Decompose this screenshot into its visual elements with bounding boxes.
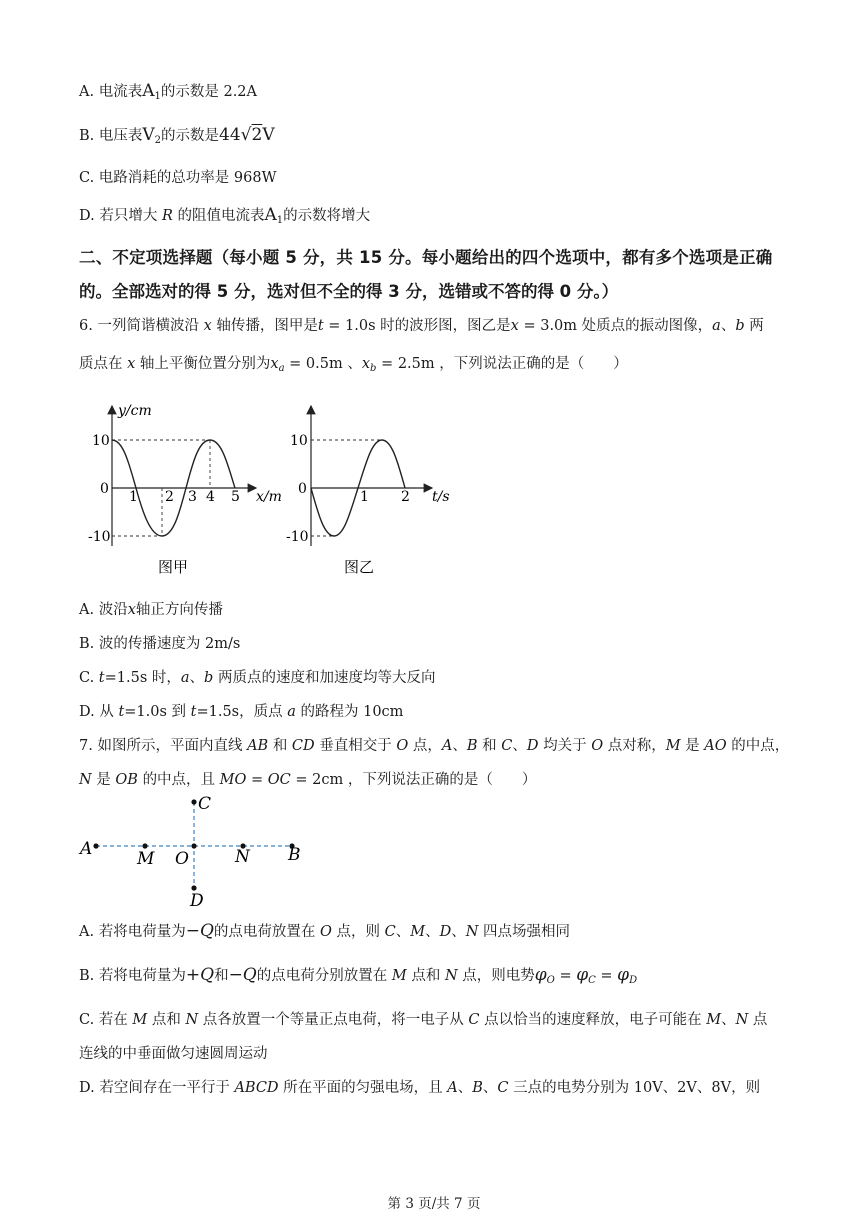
q5-option-a: A. 电流表$A_1$的示数是 2.2A [79, 81, 257, 102]
q6-option-c: C. t=1.5s 时，a、b 两质点的速度和加速度均等大反向 [79, 670, 436, 686]
q7-point-c [191, 799, 196, 804]
q5-option-b: B. 电压表$V_2$的示数是44√2V [79, 125, 275, 146]
q7-option-b: B. 若将电荷量为+Q和−Q的点电荷分别放置在 M 点和 N 点，则电势$\varphi_O = \varphi_C = \varphi_D$ [79, 965, 638, 986]
page-footer: 第 3 页/共 7 页 [387, 1196, 481, 1212]
q7-label-d: D [190, 891, 204, 911]
fig-jia-y-label: y/cm [118, 403, 152, 419]
q7-option-d: D. 若空间存在一平行于 ABCD 所在平面的匀强电场，且 A、B、C 三点的电势分别为 10V、2V、8V，则 [79, 1080, 761, 1096]
q7-label-b: B [288, 845, 301, 865]
section-heading-line1: 二、不定项选择题（每小题 5 分，共 15 分。每小题给出的四个选项中，都有多个选项是正确 [79, 248, 773, 267]
fig-jia-y-tick-0: 0 [100, 481, 109, 497]
fig-jia-x-tick-2: 2 [165, 489, 174, 505]
fig-jia-caption: 图甲 [158, 558, 189, 576]
fig-yi-x-tick-1: 1 [360, 489, 369, 505]
figure-yi [282, 398, 462, 583]
q7-stem-line2: N 是 OB 的中点，且 MO = OC = 2cm ，下列说法正确的是（ ） [79, 772, 537, 788]
fig-jia-x-label: x/m [256, 489, 282, 505]
q7-label-n: N [235, 847, 250, 867]
q7-label-a: A [80, 839, 93, 859]
q7-label-o: O [175, 849, 189, 869]
q7-option-a: A. 若将电荷量为−Q的点电荷放置在 O 点，则 C、M、D、N 四点场强相同 [79, 921, 571, 941]
q6-stem-line1: 6. 一列简谐横波沿 x 轴传播，图甲是t = 1.0s 时的波形图，图乙是x = 3.0m 处质点的振动图像，a、b 两 [79, 318, 764, 334]
section-heading-line2: 的。全部选对的得 5 分，选对但不全的得 3 分，选错或不答的得 0 分。） [79, 282, 619, 301]
q7-label-c: C [198, 794, 212, 814]
q7-label-m: M [137, 849, 155, 869]
fig-jia-x-tick-4: 4 [206, 489, 215, 505]
q7-point-d [191, 885, 196, 890]
q7-stem-line1: 7. 如图所示，平面内直线 AB 和 CD 垂直相交于 O 点，A、B 和 C、D 均关于 O 点对称，M 是 AO 的中点， [79, 738, 790, 754]
q6-option-b: B. 波的传播速度为 2m/s [79, 636, 241, 652]
fig-jia-x-tick-5: 5 [231, 489, 240, 505]
figure-jia [80, 398, 290, 583]
q7-point-m [142, 843, 147, 848]
q5-option-d: D. 若只增大 R 的阻值电流表$A_1$的示数将增大 [79, 205, 371, 226]
fig-yi-x-tick-2: 2 [401, 489, 410, 505]
fig-jia-x-tick-1: 1 [129, 489, 138, 505]
fig-yi-caption: 图乙 [344, 558, 375, 576]
q5-option-c: C. 电路消耗的总功率是 968W [79, 170, 277, 186]
fig-jia-x-tick-3: 3 [188, 489, 197, 505]
q7-figure [74, 792, 314, 912]
fig-yi-x-label: t/s [432, 489, 450, 505]
fig-jia-y-tick-10: 10 [92, 433, 110, 449]
q6-option-d: D. 从 t=1.0s 到 t=1.5s，质点 a 的路程为 10cm [79, 704, 404, 720]
fig-yi-y-tick-0: 0 [298, 481, 307, 497]
q7-point-a [93, 843, 98, 848]
q6-option-a: A. 波沿x轴正方向传播 [79, 602, 223, 618]
fig-yi-y-tick-10: 10 [290, 433, 308, 449]
fig-yi-y-tick-neg10: -10 [286, 529, 309, 545]
fig-jia-y-tick-neg10: -10 [88, 529, 111, 545]
q7-point-o [191, 843, 196, 848]
q6-stem-line2: 质点在 x 轴上平衡位置分别为$x_a = 0.5m$ 、$x_b = 2.5m$ ，下列说法正确的是（ ） [79, 356, 628, 374]
q7-option-c-line1: C. 若在 M 点和 N 点各放置一个等量正点电荷，将一电子从 C 点以恰当的速度释放，电子可能在 M、N 点 [79, 1012, 768, 1028]
q7-option-c-line2: 连线的中垂面做匀速圆周运动 [79, 1046, 268, 1062]
